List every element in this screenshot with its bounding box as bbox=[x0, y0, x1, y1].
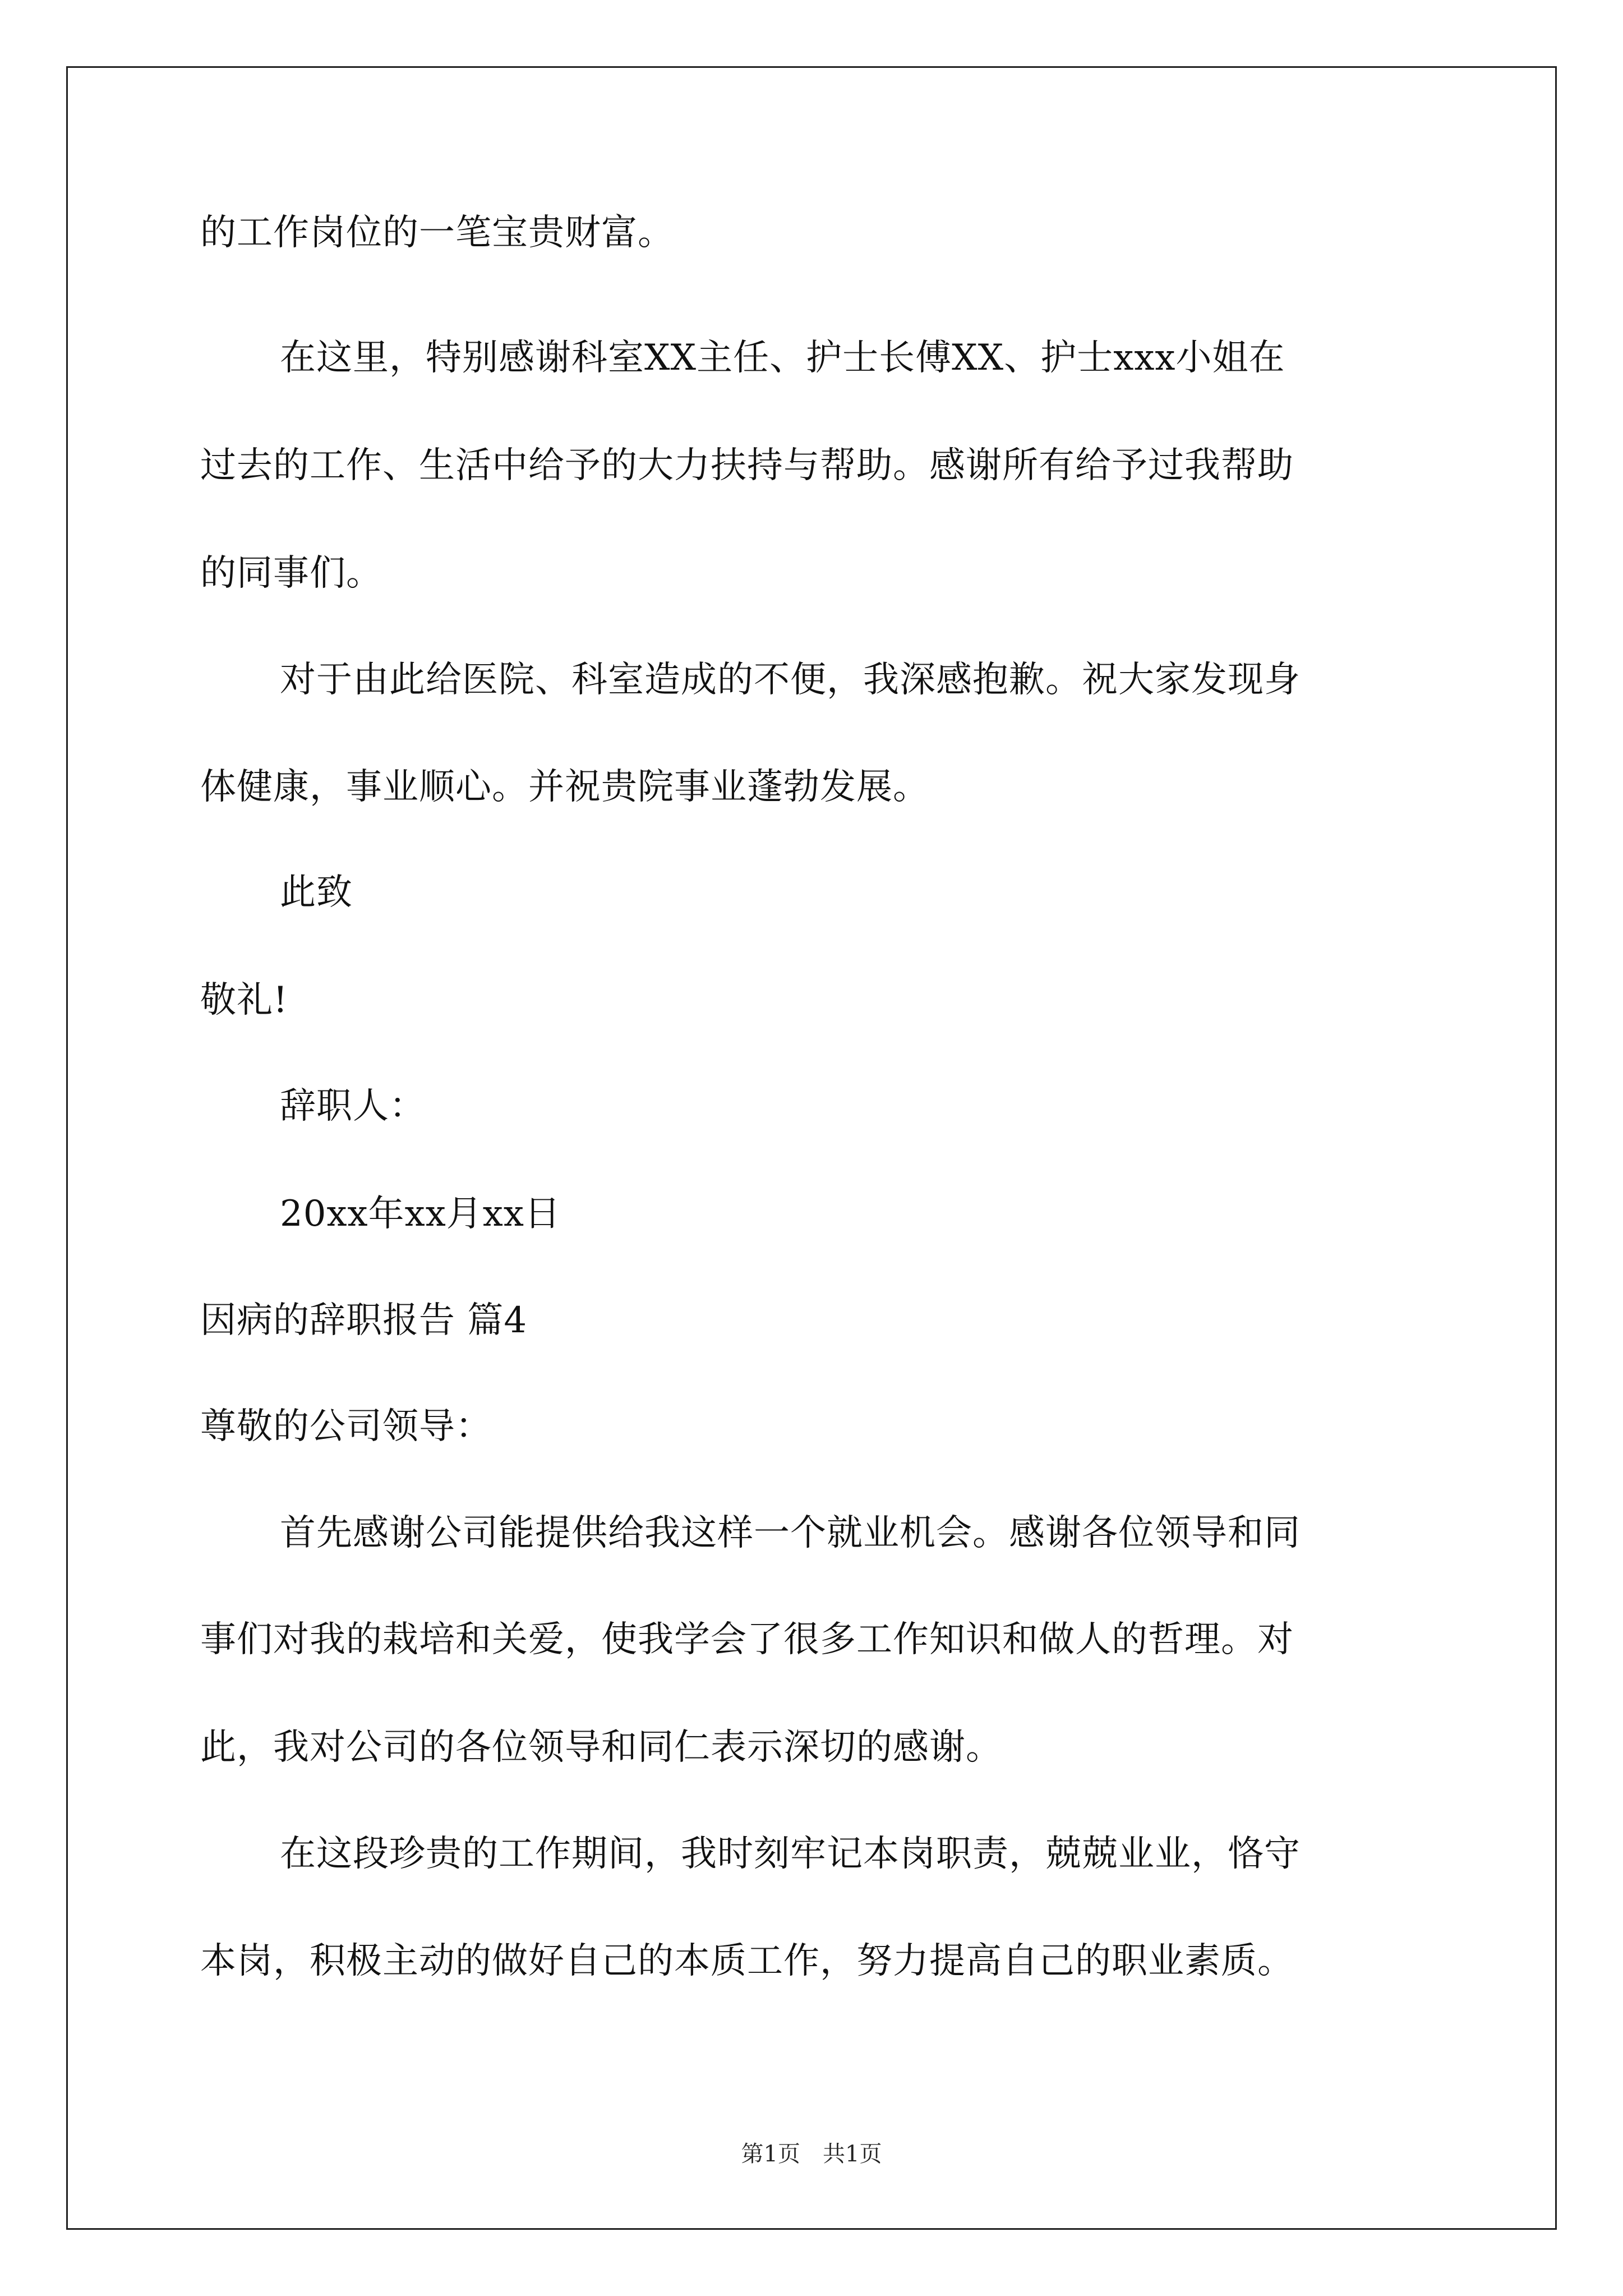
page-number: 第1页 bbox=[741, 2141, 800, 2167]
paragraph-line: 体健康，事业顺心。并祝贵院事业蓬勃发展。 bbox=[200, 766, 929, 808]
date-line: 20xx年xx月xx日 bbox=[280, 1193, 561, 1235]
paragraph-line: 在这段珍贵的工作期间，我时刻牢记本岗职责，兢兢业业，恪守 bbox=[280, 1833, 1301, 1875]
signature-line: 辞职人： bbox=[280, 1085, 426, 1127]
page-border bbox=[66, 66, 1557, 2230]
paragraph-line: 事们对我的栽培和关爱，使我学会了很多工作知识和做人的哲理。对 bbox=[200, 1619, 1294, 1660]
paragraph-line: 的同事们。 bbox=[200, 553, 382, 594]
greeting-line: 尊敬的公司领导： bbox=[200, 1406, 492, 1447]
page-total: 共1页 bbox=[823, 2141, 882, 2167]
salutation-line: 此致 bbox=[280, 872, 353, 913]
closing-line: 敬礼! bbox=[200, 979, 288, 1021]
paragraph-line: 此，我对公司的各位领导和同仁表示深切的感谢。 bbox=[200, 1727, 1002, 1768]
paragraph-line: 在这里，特别感谢科室XX主任、护士长傅XX、护士xxx小姐在 bbox=[280, 337, 1285, 379]
page-footer bbox=[0, 2140, 1623, 2168]
paragraph-line: 的工作岗位的一笔宝贵财富。 bbox=[200, 212, 674, 254]
paragraph-line: 对于由此给医院、科室造成的不便，我深感抱歉。祝大家发现身 bbox=[280, 659, 1301, 701]
paragraph-line: 本岗，积极主动的做好自己的本质工作，努力提高自己的职业素质。 bbox=[200, 1940, 1294, 1982]
paragraph-line: 首先感谢公司能提供给我这样一个就业机会。感谢各位领导和同 bbox=[280, 1512, 1301, 1554]
section-heading: 因病的辞职报告 篇4 bbox=[200, 1300, 528, 1341]
paragraph-line: 过去的工作、生活中给予的大力扶持与帮助。感谢所有给予过我帮助 bbox=[200, 445, 1294, 486]
